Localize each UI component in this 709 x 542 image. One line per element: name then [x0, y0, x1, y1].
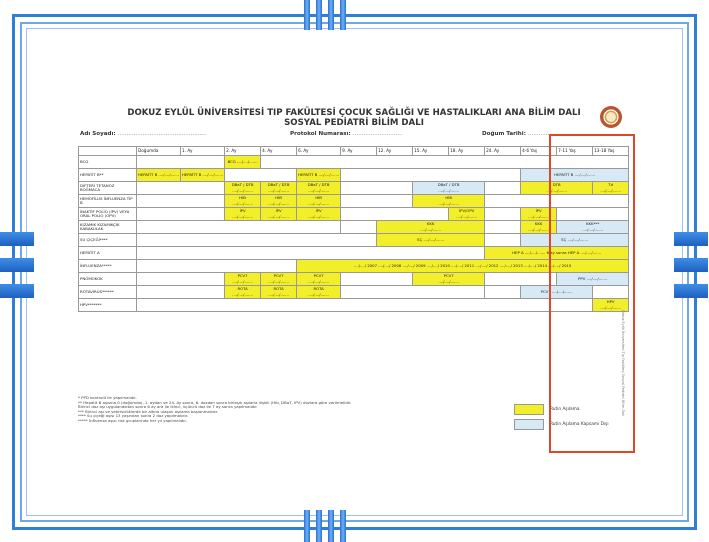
schedule-cell-text: PPV ..../..../.......: [578, 275, 608, 281]
schedule-cell: [341, 195, 413, 208]
schedule-cell-text: DTB: [552, 182, 561, 188]
schedule-cell-text: ..../..../.......: [438, 187, 459, 193]
schedule-cell: [137, 169, 181, 182]
schedule-cell-text: ..../..../.......: [308, 291, 329, 297]
schedule-cell: [181, 169, 225, 182]
schedule-cell: [261, 286, 297, 299]
schedule-cell: [377, 221, 485, 234]
schedule-cell: [485, 286, 521, 299]
schedule-cell: [341, 208, 449, 221]
schedule-cell-text: ..../..../.......: [456, 213, 477, 219]
schedule-cell: [413, 195, 485, 208]
highlight-box: [549, 134, 635, 453]
schedule-cell-text: KKK: [426, 221, 435, 227]
vaccine-label: İNFLUENZA*****: [79, 260, 137, 273]
schedule-cell-text: ..../..../.......: [438, 278, 459, 284]
top-stripe-decoration: [298, 0, 358, 30]
schedule-cell: [485, 208, 521, 221]
schedule-cell-text: ..../..../.......: [600, 187, 621, 193]
schedule-cell: [137, 299, 593, 312]
right-tab-decoration: [670, 232, 709, 302]
schedule-cell: [137, 260, 297, 273]
table-row: [79, 299, 629, 312]
footnotes: [78, 396, 488, 424]
schedule-cell: [485, 182, 521, 195]
table-row: [79, 247, 629, 260]
legend-swatch: [514, 404, 544, 415]
schedule-cell-text: ..../..../.......: [232, 278, 253, 284]
table-header-cell: 6. Ay: [297, 147, 341, 156]
footnote-line: ** Hepatit B aşısına 0 (doğumda), 1. aydan ve 24. Ay sonra, 6. dozdan sonra birleşik aşılarla ilişkili (Hib, DBaT, IPV) dozlara göre verilmelidir.: [78, 400, 352, 405]
left-tab-decoration: [0, 232, 40, 302]
table-header-cell: 7-11 Yaş: [557, 147, 593, 156]
side-vertical-text: Dokuz Eylül Üniversitesi Tıp Fakültesi Sosyal Pediatri Bilim Dalı: [621, 310, 625, 417]
table-header-cell: 24. Ay: [485, 147, 521, 156]
table-row: [79, 156, 629, 169]
schedule-cell-text: ..../..../ 2007 ..../..../ 2008 ..../..../ 2009 ..../..../ 2010 ..../..../ 2011 ..../..../ 2012 ..../..../ 2013 ..../..../ 2014 ..../..../ 2015: [353, 262, 572, 268]
schedule-cell-text: DBaT / DTB: [307, 182, 330, 188]
schedule-cell-text: ..../..../.......: [308, 213, 329, 219]
table-row: [79, 260, 629, 273]
schedule-cell-text: PCV7: [237, 273, 248, 279]
table-header-cell: 9. Ay: [341, 147, 377, 156]
schedule-cell-text: KKK: [534, 221, 543, 227]
schedule-cell: [485, 221, 521, 234]
schedule-cell-text: HPV: [606, 299, 615, 305]
schedule-cell-text: ..../..../.......: [582, 226, 603, 232]
schedule-cell: [225, 208, 261, 221]
schedule-cell: [225, 156, 261, 169]
schedule-cell: [137, 182, 225, 195]
schedule-cell: [297, 169, 341, 182]
schedule-cell-text: HİB: [239, 195, 246, 201]
vaccination-table: [78, 146, 629, 312]
schedule-cell-text: ..../..../.......: [232, 187, 253, 193]
schedule-cell-text: SÇ ..../..../.......: [561, 236, 589, 242]
schedule-cell-text: ..../..../.......: [528, 213, 549, 219]
schedule-cell: [413, 182, 485, 195]
schedule-cell-text: İPV: [535, 208, 542, 214]
schedule-cell-text: HEPATİT B ..../..../.......: [554, 171, 596, 177]
schedule-cell: [137, 247, 485, 260]
schedule-cell: [341, 221, 377, 234]
table-header-cell: [79, 147, 137, 156]
schedule-cell: [413, 273, 485, 286]
schedule-cell: [485, 273, 557, 286]
table-row: [79, 208, 629, 221]
schedule-cell-text: Td: [608, 182, 613, 188]
table-row: [79, 234, 629, 247]
table-row: [79, 195, 629, 208]
schedule-cell-text: İPV/OPV: [459, 208, 475, 214]
schedule-cell-text: PCV7: [313, 273, 324, 279]
table-header-cell: 13-18 Yaş: [593, 147, 629, 156]
schedule-cell-text: ..../..../.......: [438, 200, 459, 206]
schedule-cell-text: DBaT / DTB: [231, 182, 254, 188]
birth-date-field: Doğum Tarihi: ....................: [482, 131, 564, 137]
schedule-cell-text: ..../..../.......: [268, 291, 289, 297]
vaccine-label: HEPATİT A: [79, 247, 137, 260]
bottom-stripe-decoration: [298, 510, 358, 542]
table-header-cell: 18. Ay: [449, 147, 485, 156]
schedule-cell-text: ..../..../.......: [268, 278, 289, 284]
vaccine-label: KIZAMIK KIZAMIKÇIK KABAKULAK: [79, 221, 137, 234]
schedule-cell-text: ..../..../.......: [232, 200, 253, 206]
schedule-cell: [297, 208, 341, 221]
schedule-cell-text: ..../..../.......: [268, 187, 289, 193]
table-header-cell: 4. Ay: [261, 147, 297, 156]
schedule-cell-text: ..../..../.......: [420, 226, 441, 232]
document-subtitle: SOSYAL PEDİATRİ BİLİM DALI: [284, 118, 424, 128]
table-row: [79, 182, 629, 195]
schedule-cell-text: ..../..../.......: [232, 291, 253, 297]
schedule-cell-text: HEPATİT B ..../..../.......: [182, 171, 224, 177]
schedule-cell: [341, 182, 413, 195]
schedule-cell-text: İPV: [275, 208, 282, 214]
footnote-line: Birinci doz aşı uygulandıktan sonra 6 ay ara ile ikinci, üçüncü doz ile 7 ay sonra yapılmalıdır.: [78, 405, 258, 410]
schedule-cell: [225, 273, 261, 286]
schedule-cell-text: ..../..../.......: [308, 278, 329, 284]
table-header-cell: 12. Ay: [377, 147, 413, 156]
schedule-cell: [297, 195, 341, 208]
vaccine-label: ROTAVİRÜS******: [79, 286, 137, 299]
schedule-cell-text: HEP A ..../..../....... 6 ay sonra HEP A ..../..../.......: [512, 249, 602, 255]
table-header-row: [79, 147, 629, 156]
name-field: Adı Soyadı: ..................................................: [80, 131, 207, 137]
table-row: [79, 221, 629, 234]
schedule-cell-text: BCG ..../..../.......: [227, 158, 258, 164]
schedule-cell: [225, 182, 261, 195]
schedule-cell: [341, 273, 413, 286]
schedule-cell-text: HEPATİT B ..../..../.......: [138, 171, 180, 177]
schedule-cell-text: PCV7 ..../..../.......: [540, 288, 573, 294]
schedule-cell-text: ..../..../.......: [308, 187, 329, 193]
table-row: [79, 169, 629, 182]
schedule-cell-text: HEPATİT B ..../..../.......: [298, 171, 340, 177]
footnote-line: *** Birinci aşı ve yetersizliklerde bir altına ulaşan aşılama başlanmalıdır.: [78, 409, 219, 414]
schedule-cell-text: ..../..../.......: [268, 213, 289, 219]
schedule-cell: [297, 273, 341, 286]
schedule-cell-text: PCV7: [273, 273, 284, 279]
schedule-cell-text: HİB: [275, 195, 282, 201]
schedule-cell: [485, 234, 521, 247]
vaccine-label: SU ÇİÇEĞİ****: [79, 234, 137, 247]
schedule-cell: [225, 195, 261, 208]
table-header-cell: 2. Ay: [225, 147, 261, 156]
table-header-cell: Doğumda: [137, 147, 181, 156]
schedule-cell: [261, 273, 297, 286]
schedule-cell: [137, 208, 225, 221]
schedule-cell: [225, 169, 297, 182]
schedule-cell: [137, 234, 377, 247]
protocol-field: Protokol Numarası: ............................: [290, 131, 403, 137]
schedule-cell: [261, 182, 297, 195]
vaccine-label: BCG: [79, 156, 137, 169]
vaccine-label: HPV*******: [79, 299, 137, 312]
footnote-line: * PPD kontrolü ile yapılmalıdır.: [78, 396, 137, 400]
legend-label: Rutin Aşılama: [550, 407, 580, 412]
document-title: DOKUZ EYLÜL ÜNİVERSİTESİ TIP FAKÜLTESİ ÇOCUK SAĞLIĞI VE HASTALIKLARI ANA BİLİM DALI: [127, 108, 581, 118]
schedule-cell-text: İPV: [239, 208, 246, 214]
schedule-cell-text: PCV7: [443, 273, 454, 279]
vaccine-label: İNAKTİF POLİO (İPV) VEYA ORAL POLİO (OPV): [79, 208, 137, 221]
schedule-cell-text: İPV: [315, 208, 322, 214]
table-header-cell: 1. Ay: [181, 147, 225, 156]
table-header-cell: 4-6 Yaş: [521, 147, 557, 156]
schedule-cell-text: HİB: [315, 195, 322, 201]
vaccine-label: HEPATİT B**: [79, 169, 137, 182]
schedule-cell: [137, 195, 225, 208]
schedule-cell: [297, 182, 341, 195]
schedule-cell-text: SÇ ..../..../.......: [417, 236, 445, 242]
schedule-cell: [137, 273, 225, 286]
schedule-cell-text: ..../..../.......: [268, 200, 289, 206]
schedule-cell: [261, 195, 297, 208]
schedule-cell-text: ROTA: [313, 286, 324, 292]
schedule-cell: [377, 234, 485, 247]
table-row: [79, 286, 629, 299]
schedule-cell-text: HİB: [445, 195, 452, 201]
schedule-cell: [225, 286, 261, 299]
table-header-cell: 15. Ay: [413, 147, 449, 156]
vaccine-label: DİFTERİ TETANOZ BOĞMACA: [79, 182, 137, 195]
schedule-cell-text: ..../..../.......: [528, 226, 549, 232]
schedule-cell-text: KKK***: [586, 221, 600, 227]
university-logo-icon: [600, 106, 622, 128]
schedule-cell: [341, 169, 521, 182]
schedule-cell: [137, 221, 341, 234]
schedule-cell: [137, 286, 225, 299]
schedule-cell-text: ROTA: [273, 286, 284, 292]
schedule-cell: [261, 208, 297, 221]
legend-swatch: [514, 419, 544, 430]
schedule-cell: [297, 286, 341, 299]
schedule-cell: [137, 156, 225, 169]
schedule-cell-text: ..../..../.......: [232, 213, 253, 219]
schedule-cell-text: ..../..../.......: [308, 200, 329, 206]
legend-label: Rutin Aşılama Kapsamı Dışı: [550, 422, 609, 427]
table-row: [79, 273, 629, 286]
vaccine-label: HEMOFİLUS İNFLUENZA TİP B: [79, 195, 137, 208]
schedule-cell: [341, 286, 485, 299]
footnote-line: ***** İnfluenza aşısı risk gruplarında her yıl yapılmalıdır.: [78, 418, 187, 423]
schedule-cell-text: DBaT / DTB: [267, 182, 290, 188]
schedule-cell-text: ..../..../.......: [600, 304, 621, 310]
schedule-cell: [449, 208, 485, 221]
schedule-cell-text: ROTA: [237, 286, 248, 292]
schedule-cell-text: ..../..../.......: [546, 187, 567, 193]
footnote-line: **** Su çiçeği aşısı 13 yaşından sonra 2 doz yapılmalıdır.: [78, 414, 189, 419]
schedule-cell-text: DBaT / DTB: [437, 182, 460, 188]
vaccine-label: PNÖMOKOK: [79, 273, 137, 286]
